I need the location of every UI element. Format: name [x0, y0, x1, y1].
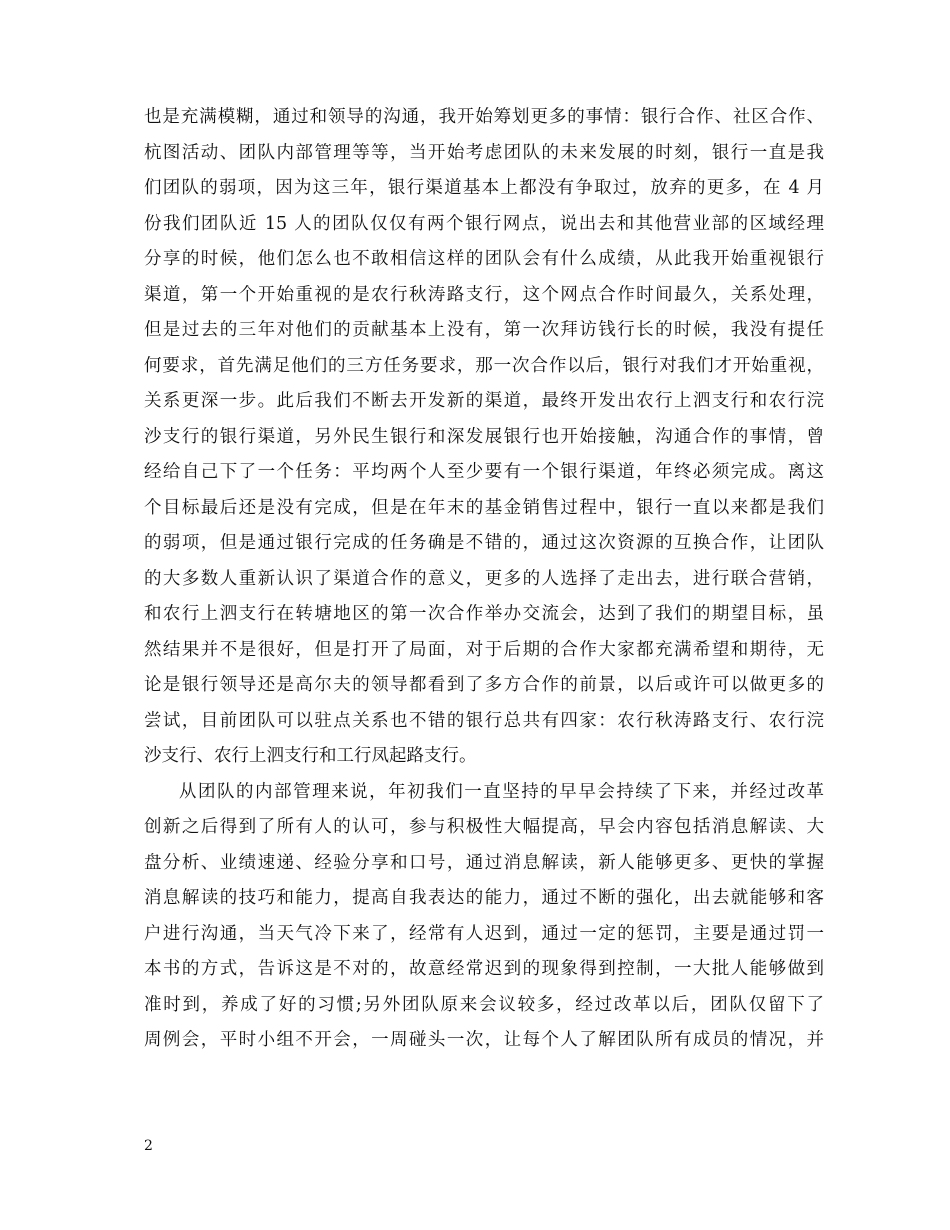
text-line: 关系更深一步。此后我们不断去开发新的渠道，最终开发出农行上泗支行和农行浣 — [144, 391, 824, 411]
text-line: 创新之后得到了所有人的认可，参与积极性大幅提高，早会内容包括消息解读、大 — [144, 817, 824, 837]
text-line: 个目标最后还是没有完成，但是在年末的基金销售过程中，银行一直以来都是我们 — [144, 497, 824, 518]
document-body — [144, 100, 824, 1059]
text-line: 户进行沟通，当天气冷下来了，经常有人迟到，通过一定的惩罚，主要是通过罚一 — [144, 923, 824, 944]
page-number: 2 — [144, 1138, 153, 1154]
text-line: 从团队的内部管理来说，年初我们一直坚持的早早会持续了下来，并经过改革 — [179, 781, 824, 802]
text-line: 和农行上泗支行在转塘地区的第一次合作举办交流会，达到了我们的期望目标，虽 — [144, 604, 824, 624]
text-line: 份我们团队近 15 人的团队仅仅有两个银行网点，说出去和其他营业部的区域经理 — [144, 213, 824, 234]
text-line: 消息解读的技巧和能力，提高自我表达的能力，通过不断的强化，出去就能够和客 — [144, 888, 824, 908]
text-line: 杭图活动、团队内部管理等等，当开始考虑团队的未来发展的时刻，银行一直是我 — [144, 142, 824, 163]
text-line: 经给自己下了一个任务：平均两个人至少要有一个银行渠道，年终必须完成。离这 — [144, 462, 824, 482]
text-line: 论是银行领导还是高尔夫的领导都看到了多方合作的前景，以后或许可以做更多的 — [144, 675, 824, 695]
text-line: 尝试，目前团队可以驻点关系也不错的银行总共有四家：农行秋涛路支行、农行浣 — [144, 710, 824, 731]
text-line: 何要求，首先满足他们的三方任务要求，那一次合作以后，银行对我们才开始重视， — [144, 355, 824, 376]
text-line: 周例会，平时小组不开会，一周碰头一次，让每个人了解团队所有成员的情况，并 — [144, 1030, 824, 1050]
text-line: 然结果并不是很好，但是打开了局面，对于后期的合作大家都充满希望和期待，无 — [144, 639, 824, 660]
text-line: 沙支行的银行渠道，另外民生银行和深发展银行也开始接触，沟通合作的事情，曾 — [144, 426, 824, 447]
text-line: 们团队的弱项，因为这三年，银行渠道基本上都没有争取过，放弃的更多，在 4 月 — [144, 178, 824, 198]
text-line: 准时到，养成了好的习惯;另外团队原来会议较多，经过改革以后，团队仅留下了 — [144, 994, 824, 1015]
text-line: 也是充满模糊，通过和领导的沟通，我开始筹划更多的事情：银行合作、社区合作、 — [144, 107, 824, 127]
text-line: 的大多数人重新认识了渠道合作的意义，更多的人选择了走出去，进行联合营销， — [144, 568, 824, 589]
text-line: 但是过去的三年对他们的贡献基本上没有，第一次拜访钱行长的时候，我没有提任 — [144, 320, 824, 340]
text-line: 盘分析、业绩速递、经验分享和口号，通过消息解读，新人能够更多、更快的掌握 — [144, 852, 824, 873]
text-line: 渠道，第一个开始重视的是农行秋涛路支行，这个网点合作时间最久，关系处理， — [144, 284, 824, 305]
text-line: 本书的方式，告诉这是不对的，故意经常迟到的现象得到控制，一大批人能够做到 — [144, 959, 824, 979]
text-line: 分享的时候，他们怎么也不敢相信这样的团队会有什么成绩，从此我开始重视银行 — [144, 249, 824, 269]
text-line: 沙支行、农行上泗支行和工行凤起路支行。 — [144, 746, 477, 766]
text-line: 的弱项，但是通过银行完成的任务确是不错的，通过这次资源的互换合作，让团队 — [144, 533, 824, 553]
